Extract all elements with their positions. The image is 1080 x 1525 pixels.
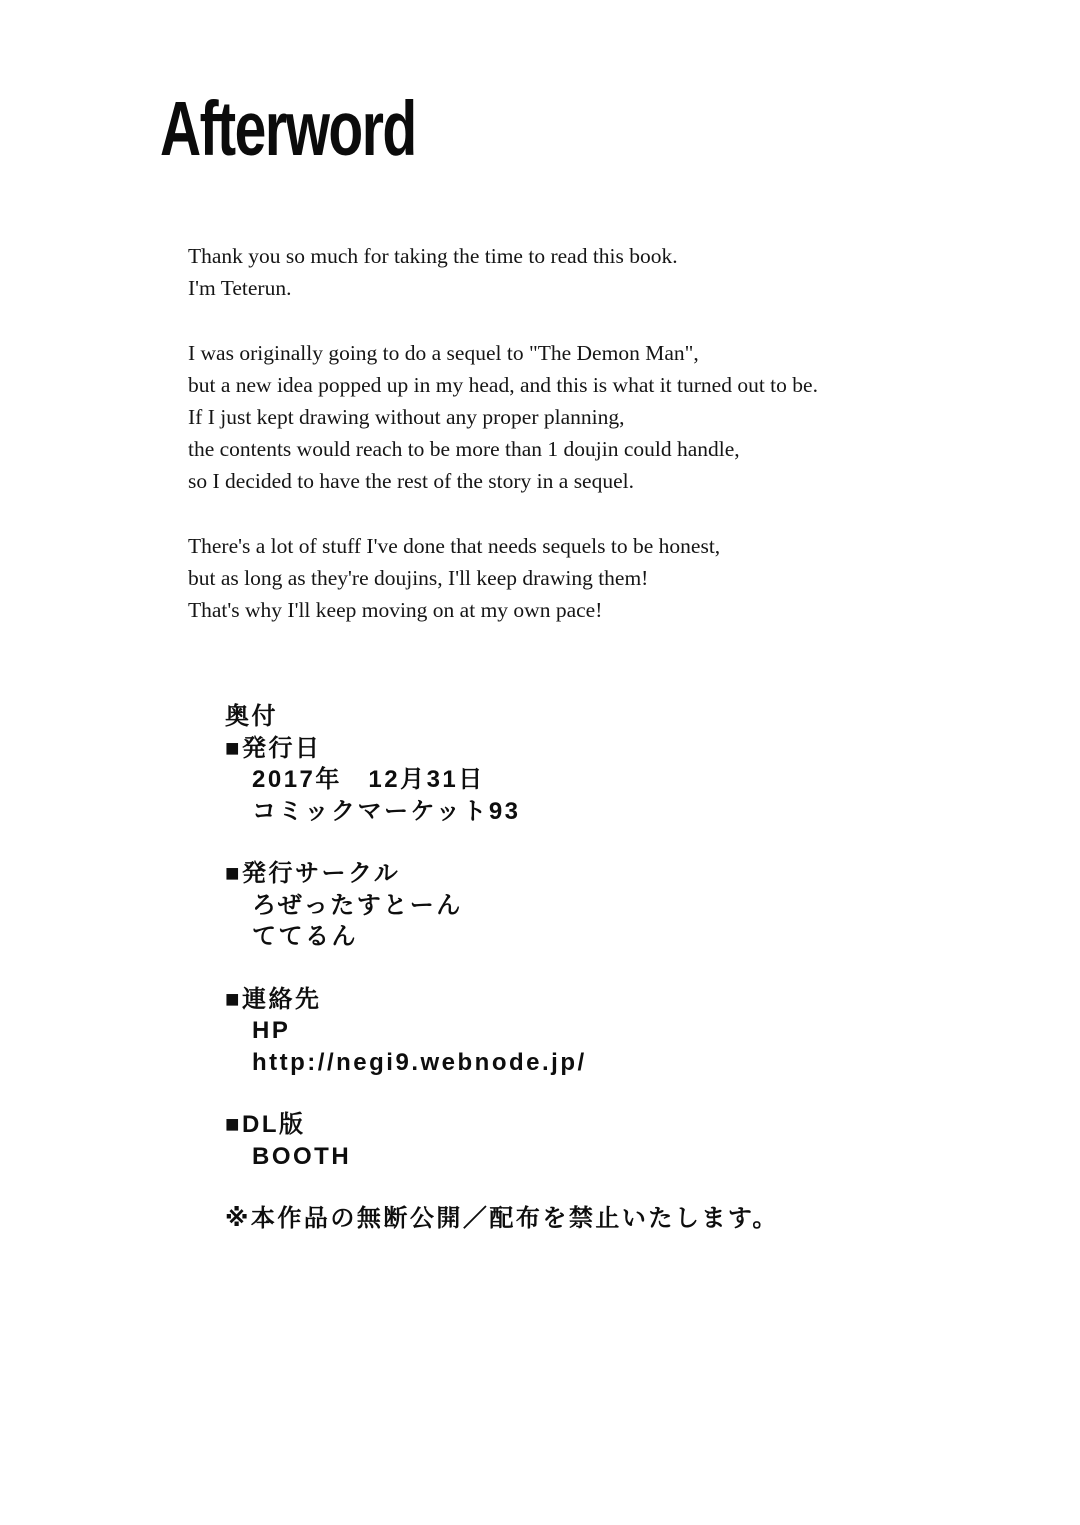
colophon bbox=[225, 701, 865, 1235]
body-line: I was originally going to do a sequel to "The Demon Man", bbox=[188, 341, 699, 365]
body-paragraph bbox=[188, 530, 908, 626]
body-line: There's a lot of stuff I've done that needs sequels to be honest, bbox=[188, 534, 721, 558]
body-line: If I just kept drawing without any proper planning, bbox=[188, 405, 625, 429]
afterword-body bbox=[188, 240, 908, 659]
body-line: so I decided to have the rest of the story in a sequel. bbox=[188, 469, 634, 493]
page-title bbox=[160, 86, 506, 172]
body-line: but as long as they're doujins, I'll keep drawing them! bbox=[188, 566, 649, 590]
colophon-section-contact bbox=[225, 984, 865, 1079]
body-paragraph bbox=[188, 240, 908, 304]
colophon-section-publish-date bbox=[225, 733, 865, 828]
colophon-heading: 奥付 bbox=[225, 703, 278, 730]
body-paragraph bbox=[188, 337, 908, 497]
colophon-line: BOOTH bbox=[252, 1142, 352, 1170]
body-line: That's why I'll keep moving on at my own pace! bbox=[188, 598, 603, 622]
colophon-section-circle bbox=[225, 858, 865, 953]
colophon-homepage-url: http://negi9.webnode.jp/ bbox=[252, 1048, 587, 1076]
colophon-section-label: ■発行日 bbox=[225, 734, 322, 762]
body-line: Thank you so much for taking the time to read this book. bbox=[188, 244, 678, 268]
body-line: but a new idea popped up in my head, and this is what it turned out to be. bbox=[188, 373, 818, 397]
body-line: the contents would reach to be more than 1 doujin could handle, bbox=[188, 437, 740, 461]
colophon-section-dl-version bbox=[225, 1109, 865, 1172]
colophon-line: ててるん bbox=[252, 923, 358, 950]
colophon-line: コミックマーケット93 bbox=[252, 797, 521, 825]
colophon-section-label: ■DL版 bbox=[225, 1111, 306, 1138]
page-title-text: Afterword bbox=[160, 86, 416, 172]
colophon-section-label: ■連絡先 bbox=[225, 985, 322, 1013]
colophon-section-label: ■発行サークル bbox=[225, 860, 401, 887]
copyright-notice: ※本作品の無断公開／配布を禁止いたします。 bbox=[225, 1205, 779, 1232]
body-line: I'm Teterun. bbox=[188, 276, 292, 300]
colophon-line: ろぜったすとーん bbox=[252, 891, 463, 919]
colophon-line: HP bbox=[252, 1017, 291, 1044]
colophon-line: 2017年 12月31日 bbox=[252, 766, 485, 793]
